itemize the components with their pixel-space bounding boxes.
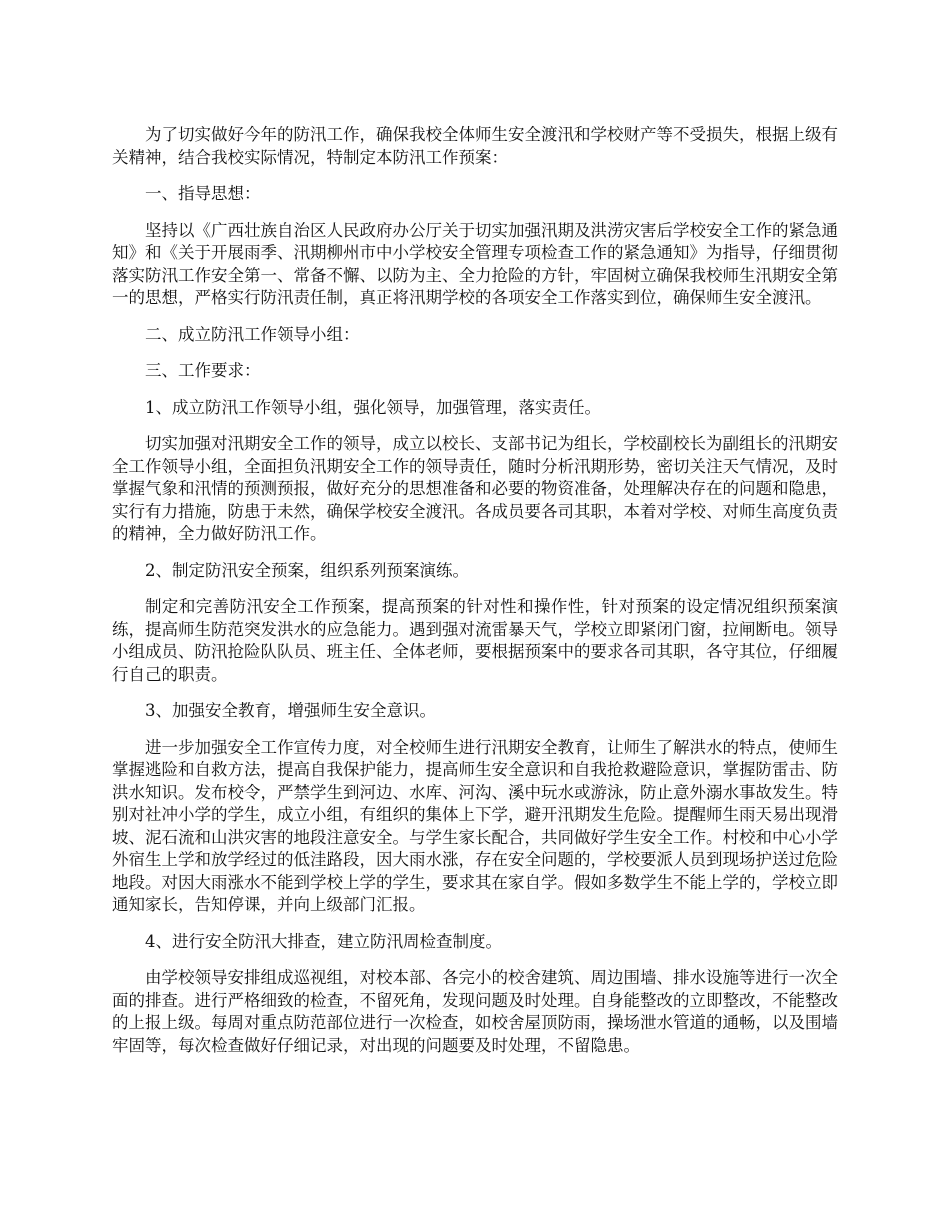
- section-heading-work-requirements: 三、工作要求：: [145, 361, 261, 380]
- paragraph-1: 切实加强对汛期安全工作的领导，成立以校长、支部书记为组长，学校副校长为副组长的汛期安全工作领导小组，全面担负汛期安全工作的领导责任，随时分析汛期形势，密切关注天气情况，及时掌握气象和汛情的预测预报，做好充分的思想准备和必要的物资准备，处理解决存在的问题和隐患，实行有力措施，防患于未然，确保学校安全渡汛。各成员要各司其职，本着对学校、对师生高度负责的精神，全力做好防汛工作。: [112, 434, 838, 543]
- subheading-1: 1、成立防汛工作领导小组，强化领导，加强管理，落实责任。: [145, 397, 601, 417]
- intro-paragraph: 为了切实做好今年的防汛工作，确保我校全体师生安全渡汛和学校财产等不受损失，根据上级有关精神，结合我校实际情况，特制定本防汛工作预案：: [112, 125, 838, 167]
- section-heading-leadership-group: 二、成立防汛工作领导小组：: [145, 324, 360, 344]
- subheading-3: 3、加强安全教育，增强师生安全意识。: [145, 701, 436, 720]
- subheading-4: 4、进行安全防汛大排查，建立防汛周检查制度。: [145, 931, 502, 951]
- paragraph-2: 制定和完善防汛安全工作预案，提高预案的针对性和操作性，针对预案的设定情况组织预案演练，提高师生防范突发洪水的应急能力。遇到强对流雷暴天气，学校立即紧闭门窗，拉闸断电。领导小组成员、防汛抢险队队员、班主任、全体老师，要根据预案中的要求各司其职，各守其位，仔细履行自己的职责。: [112, 597, 838, 684]
- document-page: [112, 124, 838, 1071]
- paragraph-4: 由学校领导安排组成巡视组，对校本部、各完小的校舍建筑、周边围墙、排水设施等进行一次全面的排查。进行严格细致的检查，不留死角，发现问题及时处理。自身能整改的立即整改，不能整改的上报上级。每周对重点防范部位进行一次检查，如校舍屋顶防雨，操场泄水管道的通畅，以及围墙牢固等，每次检查做好仔细记录，对出现的问题要及时处理，不留隐患。: [112, 968, 838, 1055]
- paragraph-3: 进一步加强安全工作宣传力度，对全校师生进行汛期安全教育，让师生了解洪水的特点，使师生掌握逃险和自救方法，提高自我保护能力，提高师生安全意识和自我抢救避险意识，掌握防雷击、防洪水知识。发布校令，严禁学生到河边、水库、河沟、溪中玩水或游泳，防止意外溺水事故发生。特别对社冲小学的学生，成立小组，有组织的集体上下学，避开汛期发生危险。提醒师生雨天易出现滑坡、泥石流和山洪灾害的地段注意安全。与学生家长配合，共同做好学生安全工作。村校和中心小学外宿生上学和放学经过的低洼路段，因大雨水涨，存在安全问题的，学校要派人员到现场护送过危险地段。对因大雨涨水不能到学校上学的学生，要求其在家自学。假如多数学生不能上学的，学校立即通知家长，告知停课，并向上级部门汇报。: [112, 737, 838, 914]
- section-heading-guiding-thought: 一、指导思想：: [145, 184, 261, 203]
- subheading-2: 2、制定防汛安全预案，组织系列预案演练。: [145, 560, 469, 580]
- guiding-thought-paragraph: 坚持以《广西壮族自治区人民政府办公厅关于切实加强汛期及洪涝灾害后学校安全工作的紧急通知》和《关于开展雨季、汛期柳州市中小学校安全管理专项检查工作的紧急通知》为指导，仔细贯彻落实防汛工作安全第一、常备不懈、以防为主、全力抢险的方针，牢固树立确保我校师生汛期安全第一的思想，严格实行防汛责任制，真正将汛期学校的各项安全工作落实到位，确保师生安全渡汛。: [112, 220, 838, 307]
